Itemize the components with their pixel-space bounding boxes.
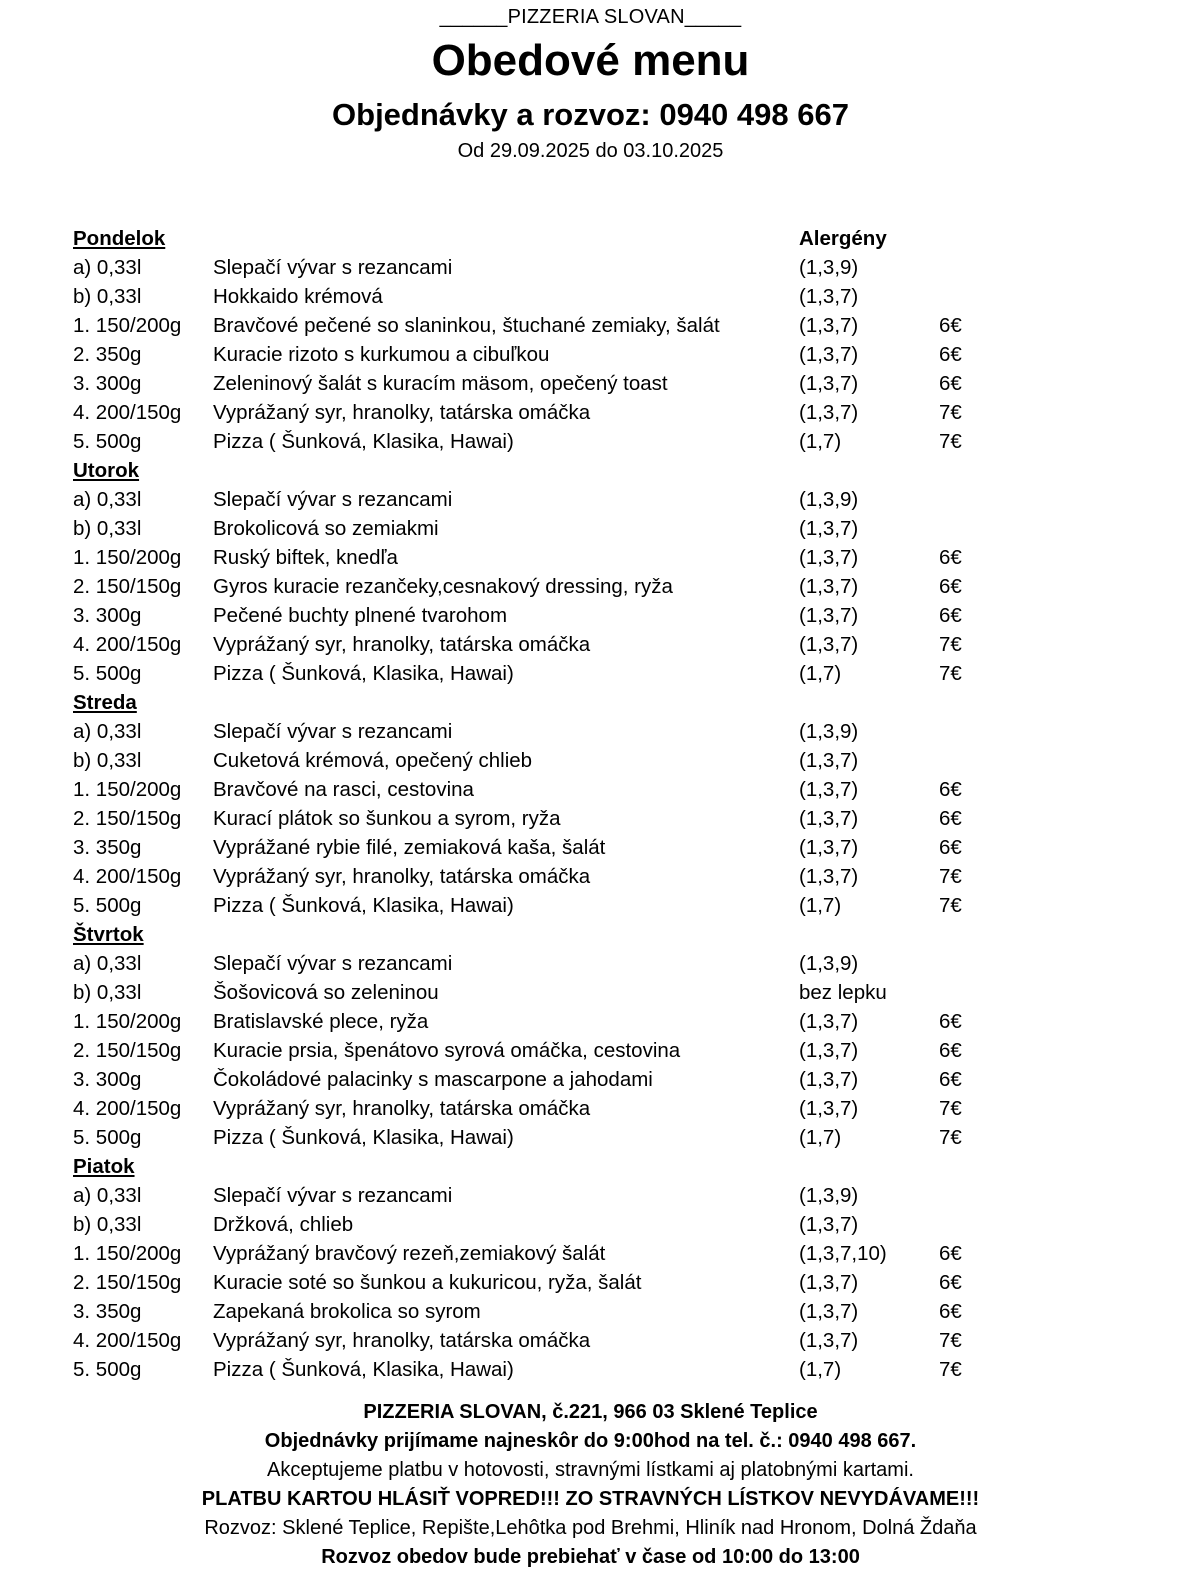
menu-item-row [73, 543, 1073, 572]
menu-item-row [73, 804, 1073, 833]
item-dish: Slepačí vývar s rezancami [213, 952, 453, 975]
item-price: 7€ [939, 401, 962, 424]
item-portion: 3. 350g [73, 1300, 142, 1323]
menu-item-row [73, 717, 1073, 746]
day-header-row [73, 688, 1073, 717]
item-allergens: (1,3,7) [799, 1329, 859, 1352]
day-name: Pondelok [73, 227, 166, 250]
footer [0, 1398, 1181, 1572]
menu-item-row [73, 891, 1073, 920]
item-portion: 1. 150/200g [73, 314, 182, 337]
allergens-column-header: Alergény [799, 227, 887, 250]
item-allergens: (1,3,7) [799, 807, 859, 830]
item-price: 6€ [939, 343, 962, 366]
item-price: 7€ [939, 430, 962, 453]
item-dish: Brokolicová so zemiakmi [213, 517, 439, 540]
item-allergens: (1,7) [799, 1358, 842, 1381]
item-portion: 2. 150/150g [73, 1271, 182, 1294]
menu-item-row [73, 833, 1073, 862]
page-title: Obedové menu [431, 36, 750, 85]
menu-item-row [73, 978, 1073, 1007]
menu-item-row [73, 1210, 1073, 1239]
item-price: 6€ [939, 1039, 962, 1062]
item-allergens: (1,3,7) [799, 1300, 859, 1323]
item-allergens: (1,3,7) [799, 865, 859, 888]
item-allergens: (1,3,7) [799, 1097, 859, 1120]
day-name: Utorok [73, 459, 140, 482]
item-price: 6€ [939, 1068, 962, 1091]
day-name: Piatok [73, 1155, 135, 1178]
item-portion: a) 0,33l [73, 952, 142, 975]
item-portion: 3. 300g [73, 372, 142, 395]
item-dish: Kurací plátok so šunkou a syrom, ryža [213, 807, 561, 830]
menu-item-row [73, 1181, 1073, 1210]
item-dish: Vyprážaný syr, hranolky, tatárska omáčka [213, 633, 591, 656]
item-dish: Gyros kuracie rezančeky,cesnakový dressing, ryža [213, 575, 673, 598]
item-allergens: (1,3,7) [799, 1010, 859, 1033]
item-allergens: (1,7) [799, 430, 842, 453]
item-dish: Vyprážaný syr, hranolky, tatárska omáčka [213, 401, 591, 424]
item-allergens: (1,3,9) [799, 488, 859, 511]
menu-item-row [73, 1355, 1073, 1384]
item-allergens: (1,3,7) [799, 1271, 859, 1294]
day-name: Štvrtok [73, 923, 144, 946]
item-allergens: (1,3,7) [799, 1039, 859, 1062]
item-dish: Vyprážané rybie filé, zemiaková kaša, šalát [213, 836, 606, 859]
item-allergens: (1,3,7) [799, 314, 859, 337]
footer-address: PIZZERIA SLOVAN, č.221, 966 03 Sklené Teplice [363, 1401, 818, 1423]
menu-item-row [73, 427, 1073, 456]
item-portion: 1. 150/200g [73, 1242, 182, 1265]
item-portion: 2. 150/150g [73, 575, 182, 598]
item-portion: 5. 500g [73, 1358, 142, 1381]
footer-delivery-area: Rozvoz: Sklené Teplice, Repište,Lehôtka pod Brehmi, Hliník nad Hronom, Dolná Ždaňa [204, 1517, 977, 1539]
item-price: 6€ [939, 314, 962, 337]
item-allergens: (1,7) [799, 1126, 842, 1149]
item-portion: 5. 500g [73, 662, 142, 685]
menu-item-row [73, 1094, 1073, 1123]
item-price: 7€ [939, 865, 962, 888]
item-allergens: (1,3,7) [799, 575, 859, 598]
item-portion: a) 0,33l [73, 1184, 142, 1207]
menu-item-row [73, 340, 1073, 369]
item-allergens: bez lepku [799, 981, 887, 1004]
item-allergens: (1,3,7) [799, 836, 859, 859]
item-dish: Kuracie prsia, špenátovo syrová omáčka, cestovina [213, 1039, 681, 1062]
menu-item-row [73, 746, 1073, 775]
item-portion: 3. 300g [73, 1068, 142, 1091]
item-portion: b) 0,33l [73, 981, 142, 1004]
day-name: Streda [73, 691, 137, 714]
item-allergens: (1,3,7) [799, 517, 859, 540]
menu-item-row [73, 311, 1073, 340]
item-allergens: (1,3,7) [799, 372, 859, 395]
item-allergens: (1,3,7) [799, 604, 859, 627]
item-portion: 4. 200/150g [73, 1097, 182, 1120]
item-dish: Ruský biftek, knedľa [213, 546, 398, 569]
menu-item-row [73, 282, 1073, 311]
item-dish: Držková, chlieb [213, 1213, 354, 1236]
item-dish: Vyprážaný syr, hranolky, tatárska omáčka [213, 1097, 591, 1120]
item-price: 6€ [939, 1010, 962, 1033]
item-dish: Pizza ( Šunková, Klasika, Hawai) [213, 662, 514, 685]
day-header-row [73, 224, 1073, 253]
menu-item-row [73, 398, 1073, 427]
item-portion: 5. 500g [73, 1126, 142, 1149]
item-portion: 2. 350g [73, 343, 142, 366]
item-price: 6€ [939, 546, 962, 569]
menu-item-row [73, 1036, 1073, 1065]
item-portion: 2. 150/150g [73, 1039, 182, 1062]
menu-item-row [73, 1326, 1073, 1355]
item-allergens: (1,3,7) [799, 1068, 859, 1091]
item-dish: Vyprážaný syr, hranolky, tatárska omáčka [213, 1329, 591, 1352]
item-portion: b) 0,33l [73, 517, 142, 540]
item-allergens: (1,7) [799, 662, 842, 685]
item-dish: Hokkaido krémová [213, 285, 383, 308]
item-price: 7€ [939, 662, 962, 685]
menu-item-row [73, 1007, 1073, 1036]
footer-order-deadline: Objednávky prijímame najneskôr do 9:00hod na tel. č.: 0940 498 667. [264, 1430, 917, 1452]
item-price: 7€ [939, 1358, 962, 1381]
item-price: 6€ [939, 836, 962, 859]
menu-item-row [73, 1065, 1073, 1094]
footer-card-notice: PLATBU KARTOU HLÁSIŤ VOPRED!!! ZO STRAVNÝCH LÍSTKOV NEVYDÁVAME!!! [201, 1488, 980, 1510]
menu-item-row [73, 1297, 1073, 1326]
item-dish: Pizza ( Šunková, Klasika, Hawai) [213, 1358, 514, 1381]
item-portion: 4. 200/150g [73, 1329, 182, 1352]
item-dish: Pizza ( Šunková, Klasika, Hawai) [213, 894, 514, 917]
item-dish: Slepačí vývar s rezancami [213, 720, 453, 743]
item-dish: Zeleninový šalát s kuracím mäsom, opečený toast [213, 372, 668, 395]
order-phone-line: Objednávky a rozvoz: 0940 498 667 [332, 97, 849, 132]
item-price: 7€ [939, 633, 962, 656]
menu-item-row [73, 514, 1073, 543]
item-portion: 5. 500g [73, 430, 142, 453]
item-price: 6€ [939, 778, 962, 801]
item-price: 7€ [939, 1097, 962, 1120]
weekly-menu [73, 224, 1073, 1384]
item-portion: 4. 200/150g [73, 633, 182, 656]
menu-item-row [73, 485, 1073, 514]
item-portion: a) 0,33l [73, 256, 142, 279]
item-price: 6€ [939, 807, 962, 830]
item-allergens: (1,3,7,10) [799, 1242, 887, 1265]
item-price: 6€ [939, 372, 962, 395]
menu-item-row [73, 1123, 1073, 1152]
item-portion: 5. 500g [73, 894, 142, 917]
menu-item-row [73, 1268, 1073, 1297]
date-range: Od 29.09.2025 do 03.10.2025 [457, 140, 724, 162]
footer-delivery-time: Rozvoz obedov bude prebiehať v čase od 10:00 do 13:00 [321, 1546, 860, 1568]
menu-item-row [73, 1239, 1073, 1268]
item-portion: 1. 150/200g [73, 778, 182, 801]
item-portion: a) 0,33l [73, 720, 142, 743]
item-dish: Bravčové na rasci, cestovina [213, 778, 474, 801]
item-allergens: (1,3,9) [799, 256, 859, 279]
item-allergens: (1,3,7) [799, 633, 859, 656]
item-price: 6€ [939, 1242, 962, 1265]
item-allergens: (1,3,7) [799, 285, 859, 308]
item-portion: b) 0,33l [73, 749, 142, 772]
item-portion: 4. 200/150g [73, 865, 182, 888]
item-portion: a) 0,33l [73, 488, 142, 511]
item-dish: Čokoládové palacinky s mascarpone a jahodami [213, 1068, 653, 1091]
item-dish: Bravčové pečené so slaninkou, štuchané zemiaky, šalát [213, 314, 720, 337]
item-allergens: (1,3,7) [799, 778, 859, 801]
item-price: 6€ [939, 1300, 962, 1323]
restaurant-header: ______PIZZERIA SLOVAN_____ [439, 6, 742, 28]
menu-item-row [73, 572, 1073, 601]
item-price: 6€ [939, 1271, 962, 1294]
item-allergens: (1,3,7) [799, 546, 859, 569]
day-header-row [73, 456, 1073, 485]
menu-item-row [73, 949, 1073, 978]
item-allergens: (1,3,9) [799, 720, 859, 743]
item-portion: 1. 150/200g [73, 1010, 182, 1033]
item-portion: b) 0,33l [73, 1213, 142, 1236]
item-allergens: (1,3,7) [799, 401, 859, 424]
item-price: 7€ [939, 1329, 962, 1352]
item-dish: Šošovicová so zeleninou [213, 981, 439, 1004]
item-allergens: (1,3,9) [799, 952, 859, 975]
item-portion: 1. 150/200g [73, 546, 182, 569]
footer-payment: Akceptujeme platbu v hotovosti, stravnými lístkami aj platobnými kartami. [267, 1459, 914, 1481]
item-portion: 4. 200/150g [73, 401, 182, 424]
item-allergens: (1,3,7) [799, 1213, 859, 1236]
item-price: 7€ [939, 894, 962, 917]
item-dish: Slepačí vývar s rezancami [213, 488, 453, 511]
item-dish: Kuracie rizoto s kurkumou a cibuľkou [213, 343, 550, 366]
menu-item-row [73, 253, 1073, 282]
item-portion: b) 0,33l [73, 285, 142, 308]
item-portion: 3. 350g [73, 836, 142, 859]
item-portion: 2. 150/150g [73, 807, 182, 830]
menu-item-row [73, 369, 1073, 398]
menu-item-row [73, 630, 1073, 659]
menu-item-row [73, 775, 1073, 804]
day-header-row [73, 920, 1073, 949]
item-allergens: (1,3,7) [799, 749, 859, 772]
item-dish: Kuracie soté so šunkou a kukuricou, ryža, šalát [213, 1271, 642, 1294]
item-dish: Pizza ( Šunková, Klasika, Hawai) [213, 1126, 514, 1149]
item-price: 6€ [939, 575, 962, 598]
menu-item-row [73, 659, 1073, 688]
item-price: 7€ [939, 1126, 962, 1149]
item-allergens: (1,3,9) [799, 1184, 859, 1207]
item-dish: Pečené buchty plnené tvarohom [213, 604, 508, 627]
item-dish: Pizza ( Šunková, Klasika, Hawai) [213, 430, 514, 453]
item-price: 6€ [939, 604, 962, 627]
item-dish: Bratislavské plece, ryža [213, 1010, 429, 1033]
day-header-row [73, 1152, 1073, 1181]
item-dish: Vyprážaný bravčový rezeň,zemiakový šalát [213, 1242, 606, 1265]
item-portion: 3. 300g [73, 604, 142, 627]
item-dish: Cuketová krémová, opečený chlieb [213, 749, 533, 772]
item-allergens: (1,7) [799, 894, 842, 917]
item-allergens: (1,3,7) [799, 343, 859, 366]
item-dish: Zapekaná brokolica so syrom [213, 1300, 481, 1323]
item-dish: Vyprážaný syr, hranolky, tatárska omáčka [213, 865, 591, 888]
item-dish: Slepačí vývar s rezancami [213, 1184, 453, 1207]
menu-item-row [73, 862, 1073, 891]
menu-item-row [73, 601, 1073, 630]
item-dish: Slepačí vývar s rezancami [213, 256, 453, 279]
